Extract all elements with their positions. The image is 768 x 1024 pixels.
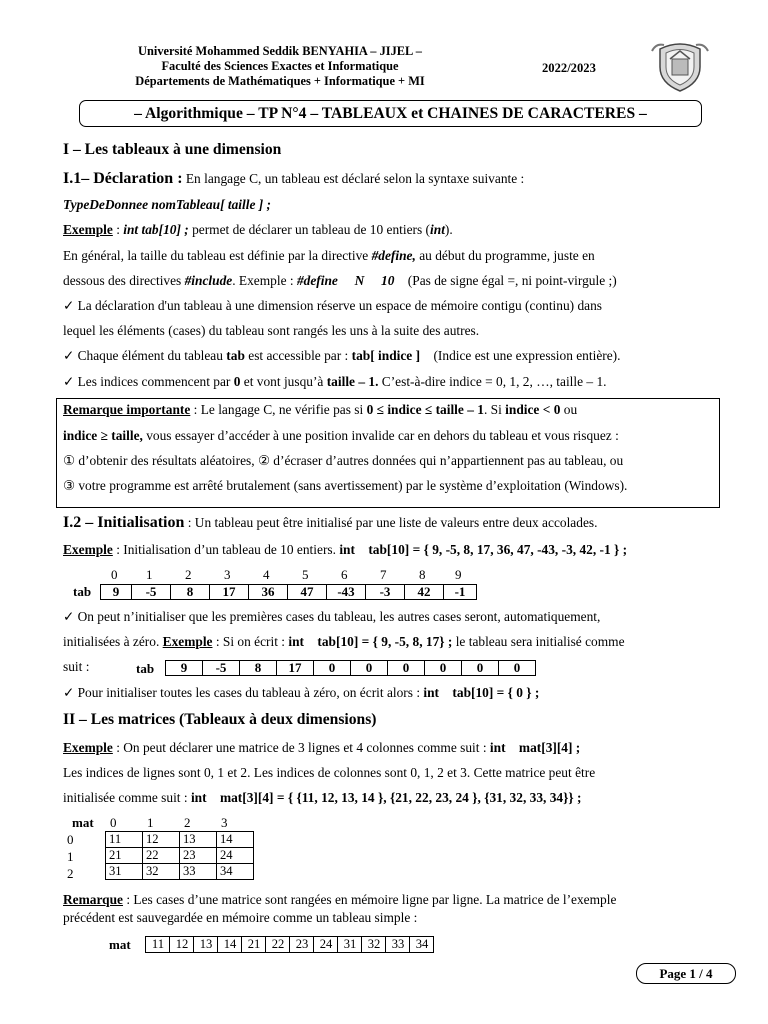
tab-cell: 17 bbox=[210, 585, 249, 600]
remark-line4: ③ votre programme est arrêté brutalement (sans avertissement) par le système d’exploitation (Windows). bbox=[63, 478, 628, 493]
matrix-remark-line1: Remarque : Les cases d’une matrice sont rangées en mémoire ligne par ligne. La matrice de l’exemple bbox=[63, 892, 617, 907]
flat-mat-cell: 12 bbox=[170, 937, 194, 953]
note-access: ✓ Chaque élément du tableau tab est accessible par : tab[ indice ] (Indice est une expression entière). bbox=[63, 348, 621, 363]
note-contiguous-line1: ✓ La déclaration d'un tableau à une dimension réserve un espace de mémoire contigu (continu) dans bbox=[63, 298, 603, 313]
mat-col-index: 3 bbox=[221, 815, 228, 830]
define-paragraph-line2: dessous des directives #include. Exemple : #define N 10 (Pas de signe égal =, ni point-virgule ;) bbox=[63, 273, 617, 288]
matrix-init-text: initialisée comme suit : int mat[3][4] = { {11, 12, 13, 14 }, {21, 22, 23, 24 }, {31, 32, 33, 34}} ; bbox=[63, 790, 582, 805]
tab-partial-cell: 0 bbox=[499, 661, 536, 676]
university-name: Université Mohammed Seddik BENYAHIA – JIJEL – bbox=[138, 44, 422, 58]
note-indices: ✓ Les indices commencent par 0 et vont jusqu’à taille – 1. C’est-à-dire indice = 0, 1, 2, …, taille – 1. bbox=[63, 374, 607, 389]
mat-cell: 12 bbox=[143, 832, 180, 848]
note-contiguous-line2: lequel les éléments (cases) du tableau sont rangés les uns à la suite des autres. bbox=[63, 323, 480, 338]
tab-partial-cell: 0 bbox=[314, 661, 351, 676]
faculty-name: Faculté des Sciences Exactes et Informatique bbox=[161, 59, 399, 73]
remark-line2: indice ≥ taille, vous essayer d’accéder à une position invalide car en dehors du tableau et vous risquez : bbox=[63, 428, 619, 443]
matrix-indices-text: Les indices de lignes sont 0, 1 et 2. Les indices de colonnes sont 0, 1, 2 et 3. Cette matrice peut être bbox=[63, 765, 596, 780]
tab-partial-cell: 17 bbox=[277, 661, 314, 676]
tab-partial-cell: 9 bbox=[166, 661, 203, 676]
mat-row-index: 0 bbox=[67, 832, 74, 847]
flat-mat-cell: 22 bbox=[266, 937, 290, 953]
declaration-syntax: TypeDeDonnee nomTableau[ taille ] ; bbox=[63, 197, 272, 212]
tab2-label: tab bbox=[136, 661, 155, 676]
tab-cell: 9 bbox=[101, 585, 132, 600]
tab-index: 7 bbox=[380, 567, 387, 582]
tab-partial-cell: 0 bbox=[425, 661, 462, 676]
academic-year: 2022/2023 bbox=[542, 61, 596, 75]
tab-index: 0 bbox=[111, 567, 118, 582]
tab-cell: -3 bbox=[366, 585, 405, 600]
mat-cell: 33 bbox=[180, 864, 217, 880]
partial-init-line3: suit : bbox=[63, 659, 90, 674]
tab-cell: -1 bbox=[444, 585, 477, 600]
page-number: Page 1 / 4 bbox=[636, 963, 736, 984]
partial-init-line1: ✓ On peut n’initialiser que les premières cases du tableau, les autres cases seront, automatiquement, bbox=[63, 609, 601, 624]
mat-cell: 32 bbox=[143, 864, 180, 880]
flat-mat-cell: 33 bbox=[386, 937, 410, 953]
flat-mat-cell: 11 bbox=[146, 937, 170, 953]
tab-index: 2 bbox=[185, 567, 192, 582]
section-2-heading: II – Les matrices (Tableaux à deux dimensions) bbox=[63, 711, 377, 728]
flat-mat-label: mat bbox=[109, 937, 131, 952]
mat-row-index: 2 bbox=[67, 866, 74, 881]
tab-partial-cell: 0 bbox=[462, 661, 499, 676]
tab-partial-cell: -5 bbox=[203, 661, 240, 676]
mat-cell: 13 bbox=[180, 832, 217, 848]
flat-mat-cell: 21 bbox=[242, 937, 266, 953]
tab-partial-array-table bbox=[165, 660, 536, 676]
tab-index: 6 bbox=[341, 567, 348, 582]
mat-cell: 23 bbox=[180, 848, 217, 864]
mat-cell: 34 bbox=[217, 864, 254, 880]
mat-col-index: 0 bbox=[110, 815, 117, 830]
mat-col-index: 1 bbox=[147, 815, 154, 830]
flat-mat-cell: 31 bbox=[338, 937, 362, 953]
tab-index: 8 bbox=[419, 567, 426, 582]
tab-partial-cell: 8 bbox=[240, 661, 277, 676]
tab-index: 3 bbox=[224, 567, 231, 582]
tab-cell: -43 bbox=[327, 585, 366, 600]
define-paragraph-line1: En général, la taille du tableau est définie par la directive #define, au début du programme, juste en bbox=[63, 248, 595, 263]
zero-init-line: ✓ Pour initialiser toutes les cases du tableau à zéro, on écrit alors : int tab[10] = { 0 } ; bbox=[63, 685, 540, 700]
tab-cell: 47 bbox=[288, 585, 327, 600]
matrix-table bbox=[105, 831, 254, 880]
flat-matrix-table bbox=[145, 936, 434, 953]
tab-cell: 36 bbox=[249, 585, 288, 600]
flat-mat-cell: 32 bbox=[362, 937, 386, 953]
flat-mat-cell: 23 bbox=[290, 937, 314, 953]
departments: Départements de Mathématiques + Informatique + MI bbox=[135, 74, 425, 88]
section-1-heading: I – Les tableaux à une dimension bbox=[63, 141, 282, 158]
matrix-example: Exemple : On peut déclarer une matrice de 3 lignes et 4 colonnes comme suit : int mat[3][4] ; bbox=[63, 740, 581, 755]
tab-partial-cell: 0 bbox=[351, 661, 388, 676]
flat-mat-cell: 24 bbox=[314, 937, 338, 953]
tab-cell: -5 bbox=[132, 585, 171, 600]
mat-cell: 22 bbox=[143, 848, 180, 864]
init-example: Exemple : Initialisation d’un tableau de 10 entiers. int tab[10] = { 9, -5, 8, 17, 36, 47, -43, -3, 42, -1 } ; bbox=[63, 542, 628, 557]
declaration-paragraph: I.1– Déclaration : En langage C, un tableau est déclaré selon la syntaxe suivante : bbox=[63, 170, 525, 187]
declaration-example: Exemple : int tab[10] ; permet de déclarer un tableau de 10 entiers (int). bbox=[63, 222, 453, 237]
remark-line3: ① d’obtenir des résultats aléatoires, ② d’écraser d’autres données qui n’appartiennent pas au tableau, ou bbox=[63, 453, 624, 468]
mat-cell: 31 bbox=[106, 864, 143, 880]
matrix-remark-line2: précédent est sauvegardée en mémoire comme un tableau simple : bbox=[63, 910, 418, 925]
mat-row-index: 1 bbox=[67, 849, 74, 864]
partial-init-line2: initialisées à zéro. Exemple : Si on écrit : int tab[10] = { 9, -5, 8, 17} ; le tableau sera initialisé comme bbox=[63, 634, 625, 649]
tab-index: 4 bbox=[263, 567, 270, 582]
mat-cell: 24 bbox=[217, 848, 254, 864]
flat-mat-cell: 34 bbox=[410, 937, 434, 953]
university-logo-icon bbox=[648, 37, 712, 93]
mat-cell: 14 bbox=[217, 832, 254, 848]
tab-label: tab bbox=[73, 584, 92, 599]
mat-cell: 21 bbox=[106, 848, 143, 864]
tab-partial-cell: 0 bbox=[388, 661, 425, 676]
page-title: – Algorithmique – TP N°4 – TABLEAUX et CHAINES DE CARACTERES – bbox=[79, 100, 702, 127]
mat-label: mat bbox=[72, 815, 94, 830]
tab-array-table bbox=[100, 584, 477, 600]
tab-cell: 42 bbox=[405, 585, 444, 600]
tab-index: 9 bbox=[455, 567, 462, 582]
init-paragraph: I.2 – Initialisation : Un tableau peut être initialisé par une liste de valeurs entre deux accolades. bbox=[63, 514, 598, 531]
tab-index: 1 bbox=[146, 567, 153, 582]
tab-cell: 8 bbox=[171, 585, 210, 600]
flat-mat-cell: 13 bbox=[194, 937, 218, 953]
mat-col-index: 2 bbox=[184, 815, 191, 830]
remark-line1: Remarque importante : Le langage C, ne vérifie pas si 0 ≤ indice ≤ taille – 1. Si indice < 0 ou bbox=[63, 402, 578, 417]
tab-index: 5 bbox=[302, 567, 309, 582]
mat-cell: 11 bbox=[106, 832, 143, 848]
flat-mat-cell: 14 bbox=[218, 937, 242, 953]
init-heading: I.2 – Initialisation bbox=[63, 514, 185, 531]
declaration-heading: I.1– Déclaration : bbox=[63, 170, 183, 187]
